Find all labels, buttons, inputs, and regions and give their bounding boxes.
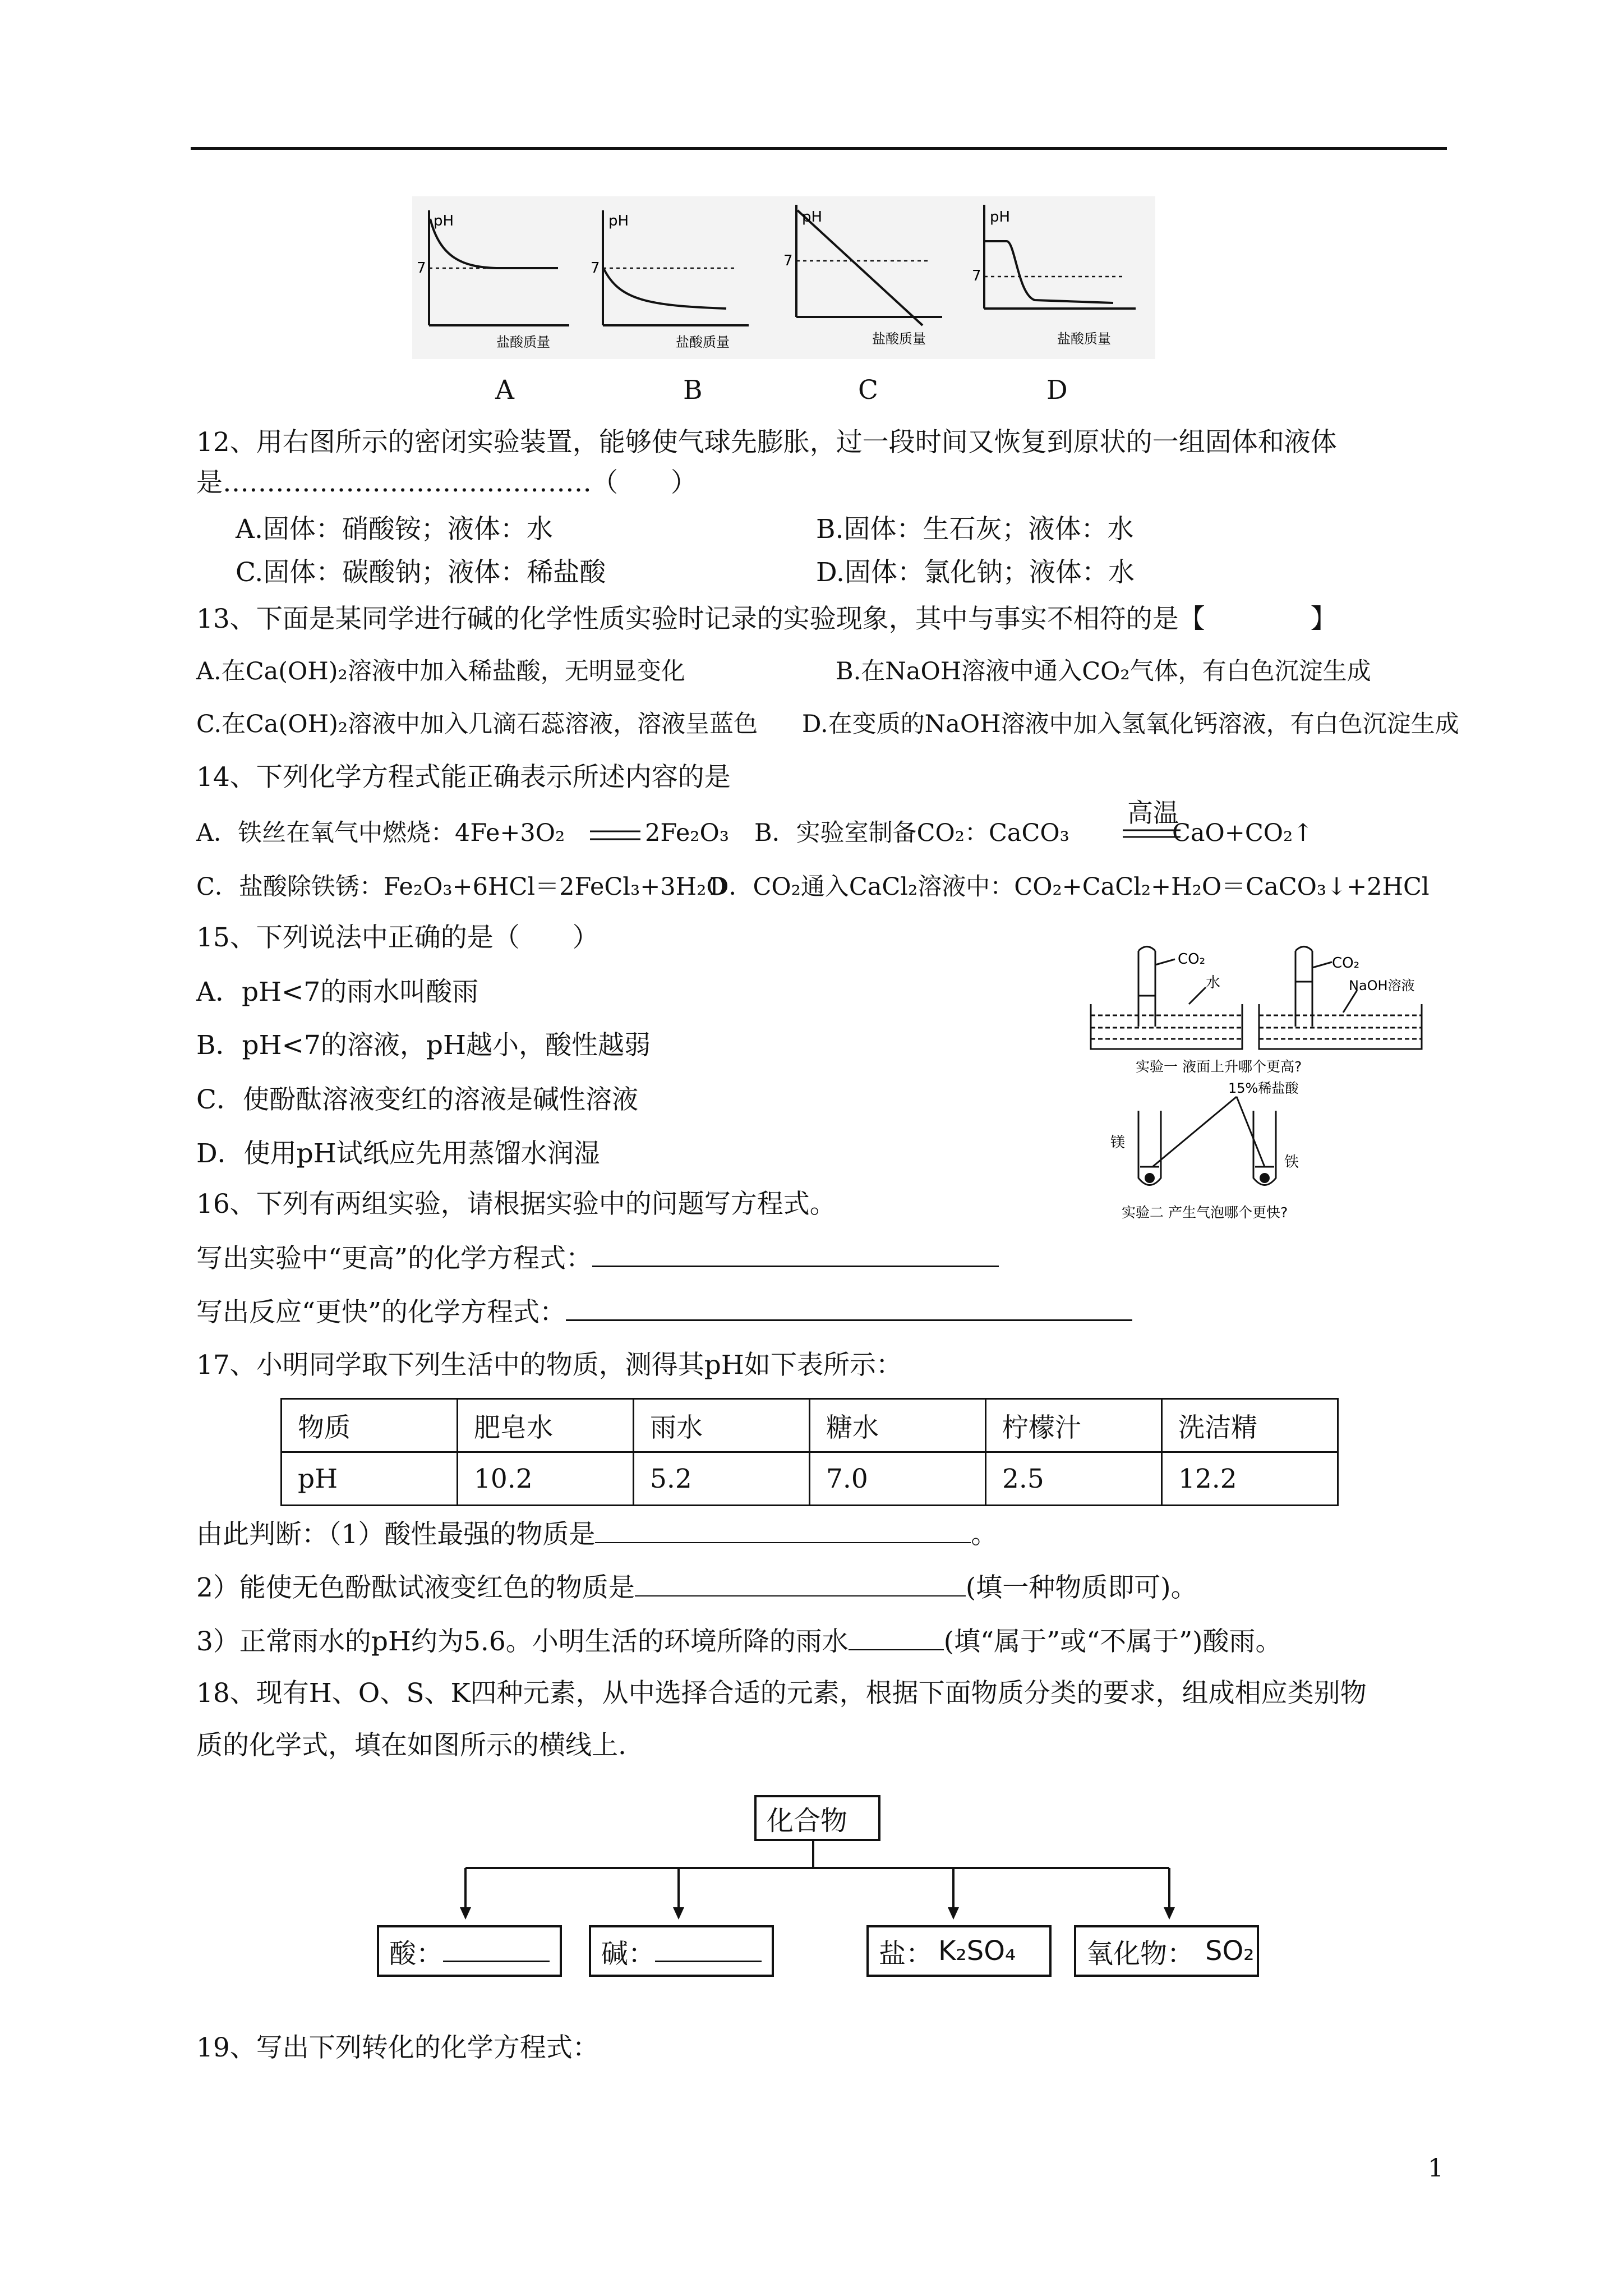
q17-answer-blank-2[interactable]: [635, 1571, 966, 1596]
q17-sub2-label: 2）能使无色酚酞试液变红色的物质是: [196, 1572, 635, 1603]
table-cell: pH: [282, 1452, 458, 1506]
tree-root-label: 化合物: [767, 1805, 848, 1837]
page-number: 1: [1428, 2154, 1444, 2183]
graph-c-seven: 7: [783, 252, 793, 269]
q12-stem-line2: 是……………………………………（ ）: [196, 467, 697, 498]
oxide-value: SO₂: [1205, 1935, 1255, 1967]
q12-option-d: D.固体：氯化钠；液体：水: [816, 557, 1135, 588]
q15-stem: 15、下列说法中正确的是（ ）: [196, 922, 599, 953]
q14-equals-sign: [589, 825, 642, 847]
base-label: 碱：: [601, 1938, 656, 1970]
graph-option-d: D: [1046, 375, 1068, 406]
q18-stem-line1: 18、现有H、O、S、K四种元素，从中选择合适的元素，根据下面物质分类的要求，组成相应类别物: [196, 1678, 1367, 1709]
table-cell: 糖水: [810, 1399, 986, 1452]
q13-stem: 13、下面是某同学进行碱的化学性质实验时记录的实验现象，其中与事实不相符的是【 】: [196, 604, 1337, 634]
q13-option-a: A.在Ca(OH)₂溶液中加入稀盐酸，无明显变化: [196, 657, 685, 685]
q13-option-b: B.在NaOH溶液中通入CO₂气体，有白色沉淀生成: [836, 657, 1371, 685]
q17-sub2-end: (填一种物质即可)。: [965, 1572, 1197, 1603]
q14-option-b-left: B．实验室制备CO₂：CaCO₃: [754, 819, 1069, 847]
exp1-water-label: 水: [1206, 974, 1221, 991]
exp1-caption: 实验一 液面上升哪个更高?: [1136, 1059, 1302, 1075]
q16-line2: [196, 1295, 1132, 1329]
exp2-mg-label: 镁: [1110, 1134, 1126, 1151]
graph-c-ph-label: pH: [802, 209, 823, 226]
ph-table-header-row: [282, 1399, 1338, 1452]
exp1-naoh-label: NaOH溶液: [1349, 978, 1415, 993]
table-cell: 5.2: [634, 1452, 810, 1506]
q17-answer-blank-1[interactable]: [595, 1517, 971, 1543]
exp1-co2-label-right: CO₂: [1332, 955, 1360, 972]
acid-label: 酸：: [389, 1938, 444, 1970]
tree-node-base: [589, 1925, 774, 1977]
experiment-figure: [1085, 942, 1444, 1234]
header-rule: [191, 147, 1447, 150]
ph-table-value-row: [282, 1452, 1338, 1506]
table-cell: 2.5: [986, 1452, 1162, 1506]
acid-answer-blank[interactable]: [443, 1940, 550, 1962]
exp1-co2-label-left: CO₂: [1178, 951, 1206, 968]
q16-line1-label: 写出实验中“更高”的化学方程式：: [196, 1243, 593, 1274]
graph-option-a: A: [495, 375, 514, 406]
graph-b-xlabel: 盐酸质量: [676, 334, 730, 350]
tree-node-salt: [866, 1925, 1052, 1977]
q19-stem: 19、写出下列转化的化学方程式：: [196, 2032, 599, 2063]
q12-option-a: A.固体：硝酸铵；液体：水: [236, 514, 553, 545]
q17-answer-blank-3[interactable]: [849, 1625, 944, 1650]
q14-stem: 14、下列化学方程式能正确表示所述内容的是: [196, 762, 731, 793]
graph-d-xlabel: 盐酸质量: [1057, 331, 1111, 347]
ph-graphs-figure: [412, 196, 1155, 359]
q17-sub2: [196, 1571, 1197, 1604]
graph-option-c: C: [858, 375, 878, 406]
salt-label: 盐：: [879, 1938, 933, 1970]
q18-stem-line2: 质的化学式，填在如图所示的横线上.: [196, 1730, 626, 1761]
q15-option-d: D．使用pH试纸应先用蒸馏水润湿: [196, 1138, 600, 1169]
q17-sub1-label: 由此判断：（1）酸性最强的物质是: [196, 1519, 596, 1550]
exp2-fe-label: 铁: [1284, 1154, 1299, 1171]
tree-node-acid: [377, 1925, 562, 1977]
table-cell: 物质: [282, 1399, 458, 1452]
q14-option-c: C．盐酸除铁锈：Fe₂O₃+6HCl＝2FeCl₃+3H₂O: [196, 873, 726, 901]
graph-b-seven: 7: [591, 260, 600, 277]
q15-option-b: B．pH<7的溶液，pH越小，酸性越弱: [196, 1030, 651, 1061]
q17-sub3-end: (填“属于”或“不属于”)酸雨。: [943, 1626, 1282, 1657]
ph-table: [280, 1398, 1339, 1506]
q14-option-d: D．CO₂通入CaCl₂溶液中：CO₂+CaCl₂+H₂O＝CaCO₃↓+2HCl: [709, 873, 1430, 901]
q13-option-d: D.在变质的NaOH溶液中加入氢氧化钙溶液，有白色沉淀生成: [802, 710, 1459, 738]
table-cell: 洗洁精: [1162, 1399, 1338, 1452]
q17-sub1: [196, 1517, 997, 1551]
q12-option-c: C.固体：碳酸钠；液体：稀盐酸: [236, 557, 606, 588]
graph-c-xlabel: 盐酸质量: [872, 331, 926, 347]
q14-condition-high-temp: 高温: [1127, 798, 1179, 828]
q12-option-b: B.固体：生石灰；液体：水: [816, 514, 1134, 545]
q13-option-c: C.在Ca(OH)₂溶液中加入几滴石蕊溶液，溶液呈蓝色: [196, 710, 758, 738]
table-cell: 12.2: [1162, 1452, 1338, 1506]
q16-answer-blank-2[interactable]: [566, 1295, 1132, 1321]
base-answer-blank[interactable]: [655, 1940, 762, 1962]
q14-option-b-right: CaO+CO₂↑: [1172, 819, 1313, 847]
graph-d-seven: 7: [972, 268, 981, 284]
graph-a-seven: 7: [417, 260, 426, 277]
q15-option-c: C．使酚酞溶液变红的溶液是碱性溶液: [196, 1084, 638, 1115]
q17-stem: 17、小明同学取下列生活中的物质，测得其pH如下表所示：: [196, 1350, 902, 1381]
q16-answer-blank-1[interactable]: [592, 1241, 999, 1267]
q16-stem: 16、下列有两组实验，请根据实验中的问题写方程式。: [196, 1189, 836, 1220]
q17-sub1-end: 。: [971, 1519, 998, 1550]
exp2-acid-label: 15%稀盐酸: [1228, 1080, 1299, 1096]
tree-root-compound: [754, 1795, 880, 1841]
table-cell: 10.2: [458, 1452, 634, 1506]
table-cell: 肥皂水: [458, 1399, 634, 1452]
q17-sub3-label: 3）正常雨水的pH约为5.6。小明生活的环境所降的雨水: [196, 1626, 849, 1657]
graph-a-xlabel: 盐酸质量: [496, 334, 550, 350]
q16-line2-label: 写出反应“更快”的化学方程式：: [196, 1297, 566, 1328]
q14-option-a-right: 2Fe₂O₃: [645, 819, 730, 847]
exp1-water-setup: [1091, 947, 1242, 1050]
graph-b-ph-label: pH: [608, 213, 629, 229]
graph-d-ph-label: pH: [990, 209, 1011, 226]
q15-option-a: A．pH<7的雨水叫酸雨: [196, 977, 479, 1007]
q12-stem-line1: 12、用右图所示的密闭实验装置，能够使气球先膨胀，过一段时间又恢复到原状的一组固体和液体: [196, 427, 1337, 458]
salt-value: K₂SO₄: [938, 1935, 1016, 1967]
table-cell: 雨水: [634, 1399, 810, 1452]
exp2-setup: [1138, 1097, 1276, 1185]
q17-sub3: [196, 1625, 1282, 1658]
q14-option-a-left: A．铁丝在氧气中燃烧：4Fe+3O₂: [196, 819, 565, 847]
tree-node-oxide: [1074, 1925, 1259, 1977]
graph-option-b: B: [683, 375, 703, 406]
q16-line1: [196, 1241, 999, 1275]
table-cell: 7.0: [810, 1452, 986, 1506]
exp2-caption: 实验二 产生气泡哪个更快?: [1122, 1204, 1288, 1221]
table-cell: 柠檬汁: [986, 1399, 1162, 1452]
graph-a-ph-label: pH: [434, 213, 454, 229]
oxide-label: 氧化物：: [1086, 1938, 1195, 1970]
